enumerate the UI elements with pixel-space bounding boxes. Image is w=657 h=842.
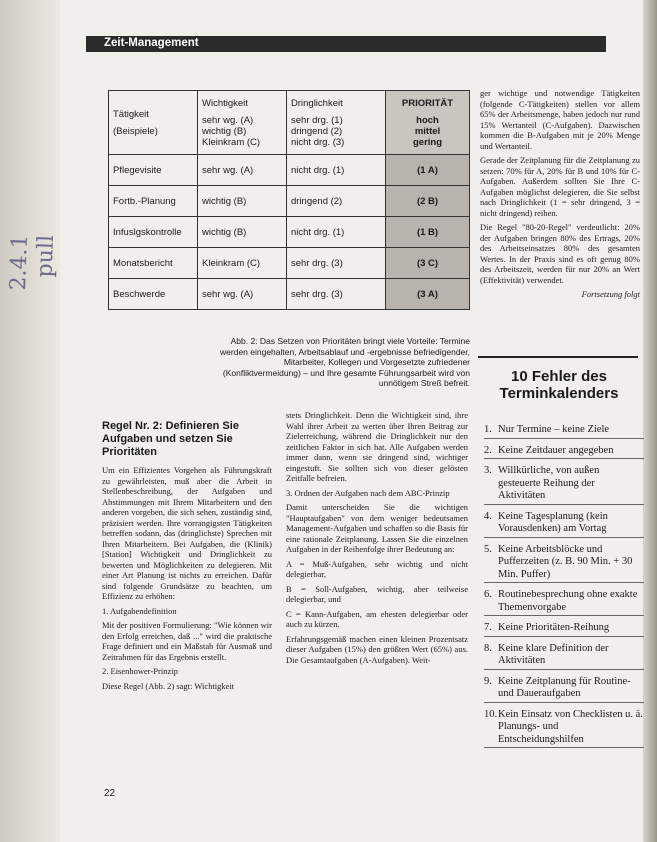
cell-task: Monatsbericht [109,248,198,279]
list-item [484,465,644,505]
header-text: PRIORITÄT [401,97,454,109]
header-cell-wichtigkeit [198,91,287,155]
header-text: Tätigkeit [113,108,149,120]
text-column-1 [102,420,272,695]
list-item [484,643,644,670]
paragraph-subheading: 2. Eisenhower-Prinzip [102,666,178,676]
list-text: Routinebesprechung ohne exakte Themenvorgabe [498,589,638,613]
list-text: Keine Arbeitsblöcke und Pufferzeiten (z. B. 90 Min. + 30 Min. Puffer) [498,543,633,580]
cell-wichtigkeit: Kleinkram (C) [198,248,287,279]
cell-dringlichkeit: nicht drg. (1) [287,217,386,248]
header-text: wichtig (B) [202,125,247,137]
list-text: Keine Zeitplanung für Routine- und Daueraufgaben [498,675,631,699]
text-column-2 [286,410,468,669]
cell-prioritaet: (3 C) [386,248,470,279]
page-number: 22 [104,788,116,799]
cell-prioritaet: (3 A) [386,279,470,310]
section-header-bar [86,36,606,52]
cell-task: Fortb.-Planung [109,186,198,217]
header-text: Wichtigkeit [202,97,248,109]
table-row [109,155,470,186]
page-stack-edge [643,0,657,842]
cell-task: Beschwerde [109,279,198,310]
paragraph: Diese Regel (Abb. 2) sagt: Wichtigkeit [102,680,235,691]
cell-dringlichkeit: sehr drg. (3) [287,279,386,310]
list-item [484,445,644,460]
paragraph-subheading: 3. Ordnen der Aufgaben nach dem ABC-Prinzip [286,487,450,498]
cell-wichtigkeit: sehr wg. (A) [198,279,287,310]
paragraph: C = Kann-Aufgaben, am ehesten delegierbar oder auch zu kürzen. [286,608,468,629]
list-number: 10. [484,708,498,720]
box-title: 10 Fehler des Terminkalenders [499,368,619,402]
list-text: Keine klare Definition der Aktivitäten [498,642,609,666]
cell-task: Infuslgskontrolle [109,217,198,248]
header-text: dringend (2) [291,125,343,137]
header-text: sehr wg. (A) [202,114,254,126]
list-number: 4. [484,510,492,522]
figure-caption: Abb. 2: Das Setzen von Prioritäten bringt viele Vorteile: Termine werden eingehalten, Arbeitsablauf und -ergebnisse befriedigender, Mitarbeiter, Kollegen und Vorgesetzte zufriedener (Konfliktvermeidung) – und Ihre gesamte Führungsarbeit wird von unnötigem Streß befreit. [220,336,470,388]
list-number: 9. [484,675,492,687]
list-text: Keine Zeitdauer angegeben [498,444,614,456]
list-number: 1. [484,424,492,435]
paragraph: Mit der positiven Formulierung: "Wie können wir den Erfolg erreichen, daß ..." wird die praktische Frage definiert und ein Maßstab für Ausmaß und Zeitrahmen für das Ergebnis erstellt. [102,620,272,662]
paragraph: Die Regel "80-20-Regel" verdeutlicht: 20% der Aufgaben bringen 80% des Ertrags, 20% des Arbeitseinsatzes 80% des gesamten Wertes. In der Praxis sind es oft genug 80% des Arbeitszeit, werden für nur 20% an Wert (Effektivität) verwendet. [480,222,640,285]
paragraph: ger wichtige und notwendige Tätigkeiten (folgende C-Tätigkeiten) stellen vor allem 65% der Arbeitsmenge, haben jedoch nur rund 15% Wertanteil (C-Aufgaben). Dazwischen kommen die B-Aufgaben mit je 20% Menge und Wertanteil. [480,88,640,151]
cell-dringlichkeit: sehr drg. (3) [287,248,386,279]
header-cell-dringlichkeit [287,91,386,155]
list-item [484,511,644,538]
paragraph: Erfahrungsgemäß machen einen kleinen Prozentsatz dieser Aufgaben (15%) den größten Wert (65%) aus. Die Gesamtaufgaben (A-Aufgaben). Weit- [286,633,468,665]
paragraph-subheading: 1. Aufgabendefinition [102,605,177,616]
cell-dringlichkeit: dringend (2) [287,186,386,217]
header-text: sehr drg. (1) [291,114,343,126]
list-item [484,622,644,637]
list-item [484,676,644,703]
cell-wichtigkeit: wichtig (B) [198,217,287,248]
list-number: 5. [484,543,492,555]
page-gutter-shadow [0,0,60,842]
paragraph: Damit unterscheiden Sie die wichtigen "Hauptaufgaben" von dem weniger bedeutsamen Management-Aufgaben und schaffen so die Basis für eine rationale Zeitplanung. Lassen Sie die einzelnen Aufgaben in der Reihenfolge ihrer Bedeutung an: [286,502,468,554]
header-text: Kleinkram (C) [202,136,261,148]
paragraph: B = Soll-Aufgaben, wichtig, aber teilweise delegierbar, und [286,583,468,604]
handwritten-line-1: 2.4.1 [6,234,33,291]
table-row [109,186,470,217]
header-cell-prioritaet [386,91,470,155]
header-text: nicht drg. (3) [291,136,345,148]
box-divider [478,356,638,358]
list-text: Keine Tagesplanung (kein Vorausdenken) am Vortag [498,510,608,534]
continuation-note: Fortsetzung folgt [581,289,640,299]
header-text: Dringlichkeit [291,97,343,109]
cell-prioritaet: (1 B) [386,217,470,248]
list-text: Keine Prioritäten-Reihung [498,622,610,633]
table-header-row [109,91,470,155]
list-text: Willkürliche, von außen gesteuerte Reihung der Aktivitäten [498,465,600,501]
priority-table [108,90,470,328]
list-number: 8. [484,642,492,654]
paragraph: Um ein Effizientes Vorgehen als Führungskraft zu gewährleisten, muß aber die Arbeit in Stellenbeschreibung, der Aufgaben und Abstimmungen mit Ihrem Mitarbeitern und den anderen vorgeben, die sich sehen, zuständig sind, präzisiert werden. Ihre vorrangigsten Tätigkeiten betreffen sodann, das (dringlichste) Sprechen mit Ihren Mitarbeitern. Bei Aufgaben, die (Klinik) [Station] Wichtigkeit und Dringlichkeit zu bewerten und Möglichkeiten zu delegieren. Mit einer Art Planung ist nichts zu erreichen. Dafür sind folgende Grundsätze zu beachten, um Effizienz zu erhöhen: [102,465,272,601]
header-text: hoch [416,114,439,126]
list-item [484,589,644,616]
cell-wichtigkeit: wichtig (B) [198,186,287,217]
rule-heading: Regel Nr. 2: Definieren Sie Aufgaben und setzen Sie Prioritäten [102,420,239,458]
list-number: 2. [484,444,492,456]
cell-wichtigkeit: sehr wg. (A) [198,155,287,186]
error-list [484,424,644,754]
cell-prioritaet: (2 B) [386,186,470,217]
list-item [484,544,644,584]
header-cell-taetigkeit [109,91,198,155]
cell-task: Pflegevisite [109,155,198,186]
list-number: 3. [484,465,492,476]
text-column-3 [480,88,640,304]
list-number: 7. [484,622,492,633]
header-text: mittel [414,125,441,137]
list-number: 6. [484,589,492,600]
table-row [109,217,470,248]
list-item [484,709,644,749]
header-text: gering [412,136,443,148]
paragraph: stets Dringlichkeit. Denn die Wichtigkeit sind, ihre Wahl ihrer Arbeit zu werten über Ihren Beitrag zur Zielerreichung, während die Dringlichkeit nur den zeitlichen Faktor in sich hat. Alle Aufgaben werden immer dann, wenn sie dringend sind, wichtiger eingestuft. Sie sollten sich von dieser gelösten Zeitfalle befreien. [286,410,468,483]
header-text: (Beispiele) [113,125,158,137]
cell-dringlichkeit: nicht drg. (1) [287,155,386,186]
handwritten-line-2: pull [32,234,59,278]
list-text: Kein Einsatz von Checklisten u. ä. Planungs- und Entscheidungshilfen [498,708,643,745]
section-title: Zeit-Management [104,37,199,49]
paragraph: A = Muß-Aufgaben, sehr wichtig und nicht delegierbar, [286,558,468,579]
paragraph: Gerade der Zeitplanung für die Zeitplanung zu setzen: 70% für A, 20% für B und 10% für C-Aufgaben. Außerdem sollten Sie Ihre C-Aufgaben möglichst delegieren, die Sie selbst nach Dringlichkeit (1 = sehr dringend, 3 = nicht dringend) reihen. [480,155,640,218]
list-item [484,424,644,439]
table-row [109,248,470,279]
cell-prioritaet: (1 A) [386,155,470,186]
list-text: Nur Termine – keine Ziele [498,424,610,435]
table-row [109,279,470,310]
